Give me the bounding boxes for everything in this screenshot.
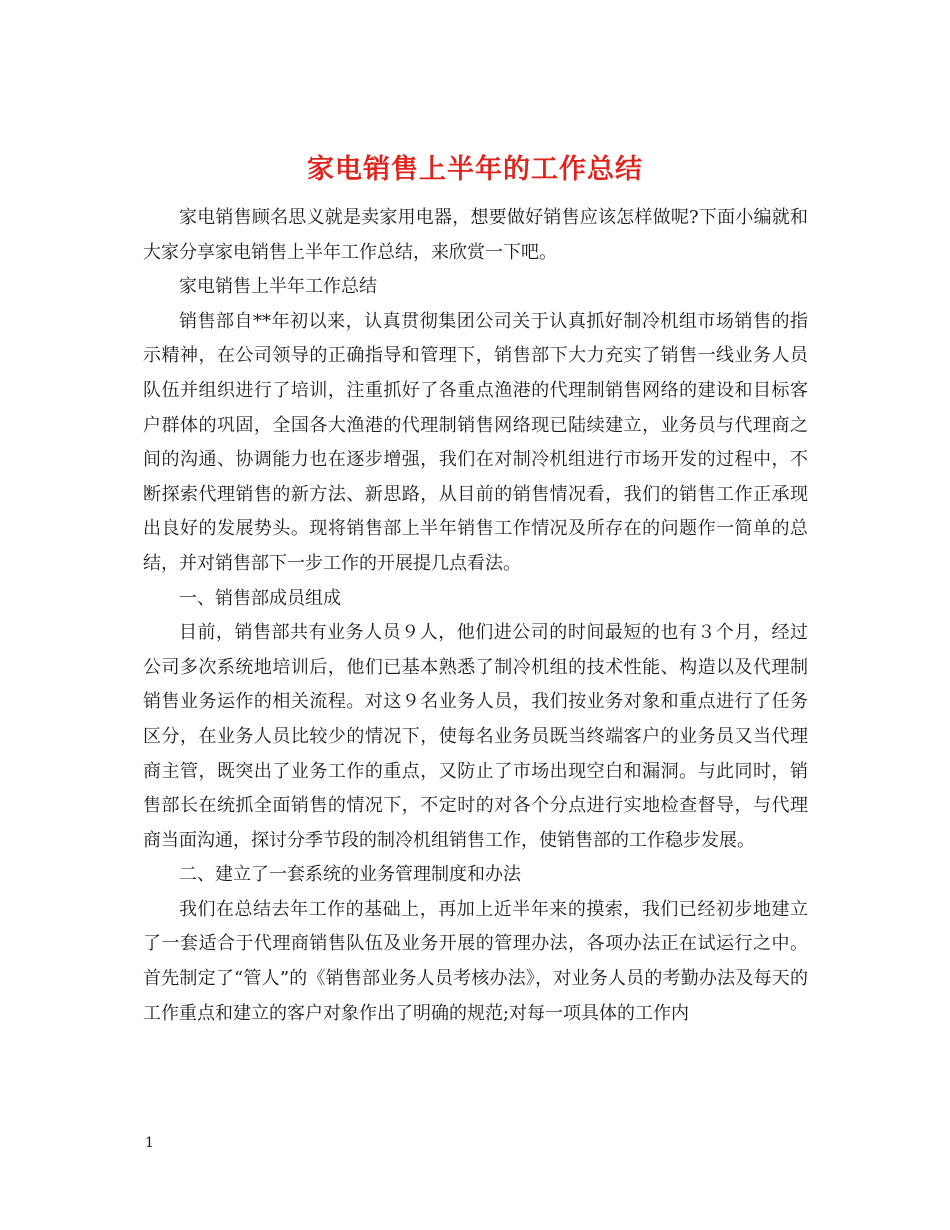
intro-paragraph: 家电销售顾名思义就是卖家用电器，想要做好销售应该怎样做呢?下面小编就和大家分享家电销售上半年工作总结，来欣赏一下吧。 [143, 207, 808, 263]
overview-paragraph: 销售部自**年初以来，认真贯彻集团公司关于认真抓好制冷机组市场销售的指示精神，在公司领导的正确指导和管理下，销售部下大力充实了销售一线业务人员队伍并组织进行了培训，注重抓好了各重点渔港的代理制销售网络的建设和目标客户群体的巩固，全国各大渔港的代理制销售网络现已陆续建立，业务员与代理商之间的沟通、协调能力也在逐步增强，我们在对制冷机组进行市场开发的过程中，不断探索代理销售的新方法、新思路，从目前的销售情况看，我们的销售工作正承现出良好的发展势头。现将销售部上半年销售工作情况及所存在的问题作一简单的总结，并对销售部下一步工作的开展提几点看法。 [143, 310, 808, 574]
section-heading-staff: 一、销售部成员组成 [179, 587, 341, 609]
management-paragraph: 我们在总结去年工作的基础上，再加上近半年来的摸索，我们已经初步地建立了一套适合于代理商销售队伍及业务开展的管理办法，各项办法正在试运行之中。首先制定了“管人”的《销售部业务人员考核办法》，对业务人员的考勤办法及每天的工作重点和建立的客户对象作出了明确的规范;对每一项具体的工作内 [143, 898, 808, 1024]
document-body [143, 201, 808, 1031]
section-heading-management: 二、建立了一套系统的业务管理制度和办法 [179, 864, 521, 886]
page-number: 1 [145, 1135, 154, 1151]
document-title: 家电销售上半年的工作总结 [307, 154, 643, 186]
section-heading-summary: 家电销售上半年工作总结 [179, 276, 377, 298]
staff-paragraph: 目前，销售部共有业务人员９人，他们进公司的时间最短的也有３个月，经过公司多次系统地培训后，他们已基本熟悉了制冷机组的技术性能、构造以及代理制销售业务运作的相关流程。对这９名业务人员，我们按业务对象和重点进行了任务区分，在业务人员比较少的情况下，使每名业务员既当终端客户的业务员又当代理商主管，既突出了业务工作的重点，又防止了市场出现空白和漏洞。与此同时，销售部长在统抓全面销售的情况下，不定时的对各个分点进行实地检查督导，与代理商当面沟通，探讨分季节段的制冷机组销售工作，使销售部的工作稳步发展。 [143, 622, 808, 851]
